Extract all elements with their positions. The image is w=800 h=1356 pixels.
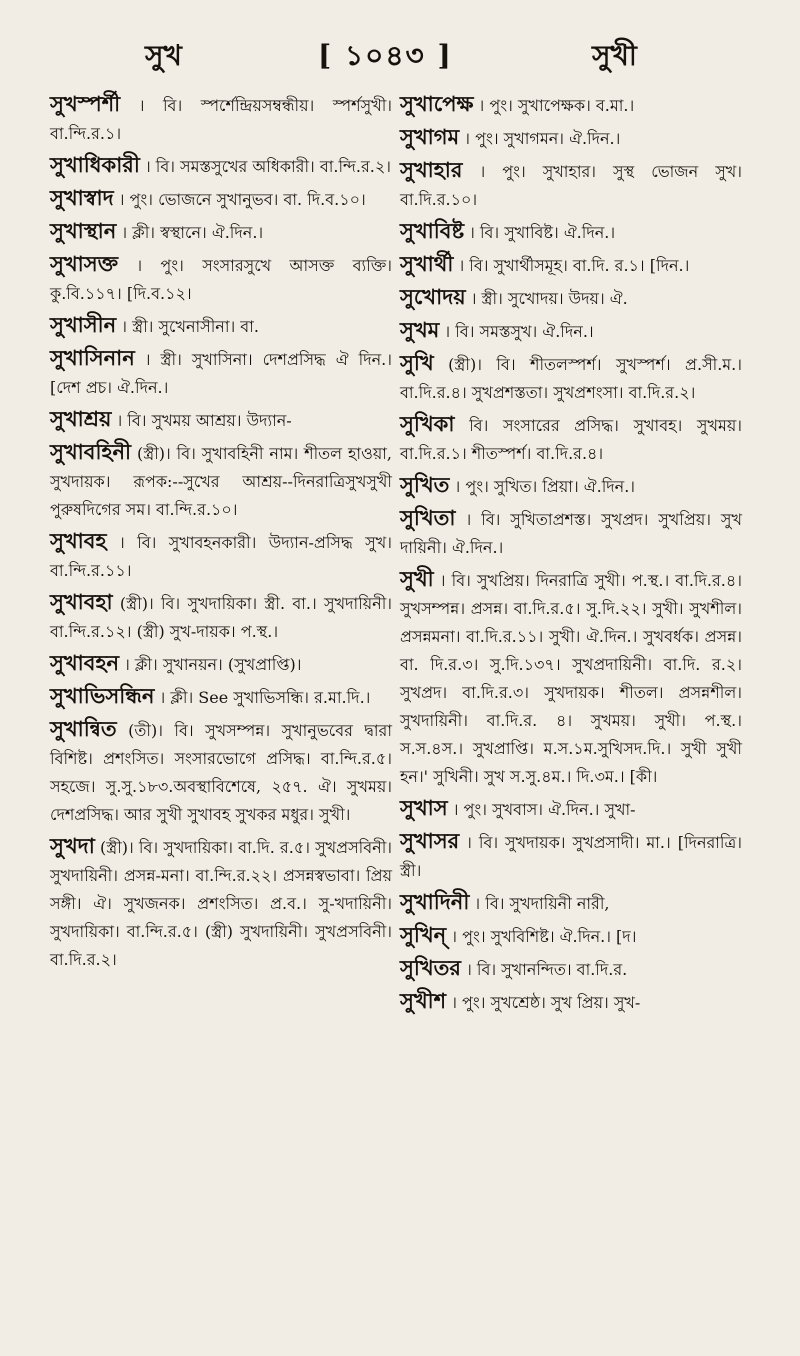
entry-headword: সুখাস্থান xyxy=(50,218,117,243)
entry-definition: । ক্লী। সুখানয়ন। (সুখপ্রাপ্তি)। xyxy=(119,655,302,674)
entry-definition: । বি। সুখপ্রিয়। দিনরাত্রি সুখী। প.স্থ.। বা.দি.র.৪। সুখসম্পন্ন। প্রসন্ন। বা.দি.র.৫। সু.দি.২২। সুখী। সুখশীল। প্রসন্নমনা। বা.দি.র.১১। সুখী। ঐ.দিন.। সুখবর্ধক। প্রসন্ন। বা. দি.র.৩। সু.দি.১৩৭। সুখপ্রদায়িনী। বা.দি. র.২। সুখপ্রদ। বা.দি.র.৩। সুখদায়ক। শীতল। প্রসন্নশীল। সুখদায়িনী। বা.দি.র. ৪। সুখময়। সুখী। প.স্থ.। স.স.৪স.। সুখপ্রাপ্তি। ম.স.১ম.সুখিসদ.দি.। সুখী সুখী হন।' সুখিনী। সুখ স.সু.৪ম.। দি.৩ম.। [কী। xyxy=(400,571,742,786)
entry-definition: । পুং। সুখাগমন। ঐ.দিন.। xyxy=(459,129,621,148)
dictionary-entry xyxy=(50,527,392,585)
entry-definition: । পুং। সুখশ্রেষ্ঠ। সুখ প্রিয়। সুখ- xyxy=(446,993,641,1012)
entry-headword: সুখাসক্ত xyxy=(50,251,119,276)
dictionary-entry xyxy=(50,250,392,308)
dictionary-entry xyxy=(400,217,742,247)
dictionary-entry xyxy=(50,405,392,435)
dictionary-entry xyxy=(400,888,742,918)
entry-definition: বি। সংসারের প্রসিদ্ধ। সুখাবহ। সুখময়। বা.দি.র.১। শীতস্পর্শ। বা.দি.র.৪। xyxy=(400,416,742,463)
dictionary-entry xyxy=(400,827,742,885)
entry-definition: । বি। সুখদায়ক। সুখপ্রসাদী। মা.। [দিনরাত্রি। স্ত্রী। xyxy=(400,833,742,880)
entry-headword: সুখাবহা xyxy=(50,589,113,614)
entry-headword: সুখাসর xyxy=(400,828,460,853)
entry-headword: সুখীশ xyxy=(400,988,447,1013)
entry-headword: সুখাহার xyxy=(400,157,463,182)
entry-headword: সুখী xyxy=(400,566,434,591)
entry-headword: সুখিতা xyxy=(400,505,456,530)
header-left-guideword: সুখ xyxy=(145,39,182,72)
entry-definition: । স্ত্রী। সুখেনাসীনা। বা. xyxy=(116,317,259,336)
entry-definition: । বি। সুখাবিষ্ট। ঐ.দিন.। xyxy=(464,223,616,242)
entry-definition: । বি। সুখানন্দিত। বা.দি.র. xyxy=(460,960,628,979)
entry-headword: সুখাপেক্ষ xyxy=(400,91,474,116)
entry-headword: সুখাভিসন্ধিন xyxy=(50,683,155,708)
entry-definition: । বি। সুখাবহনকারী। উদ্যান-প্রসিদ্ধ সুখ। বা.ন্দি.র.১১। xyxy=(50,533,392,580)
entry-definition: । পুং। সুখবিশিষ্ট। ঐ.দিন.। [দ। xyxy=(446,927,637,946)
entry-definition: । পুং। সুখাহার। সুস্থ ভোজন সুখ। বা.দি.র.১০। xyxy=(400,162,742,209)
dictionary-entry xyxy=(50,151,392,181)
header-right-guideword: সুখী xyxy=(592,39,637,72)
entry-headword: সুখস্পর্শী xyxy=(50,91,121,116)
right-column xyxy=(400,90,742,1020)
entry-headword: সুখাশ্রয় xyxy=(50,406,112,431)
entry-headword: সুখাবিষ্ট xyxy=(400,218,465,243)
entry-headword: সুখিত xyxy=(400,472,450,497)
dictionary-entry xyxy=(400,565,742,791)
entry-definition: । স্ত্রী। সুখোদয়। উদয়। ঐ. xyxy=(465,289,628,308)
page-number: [ ১০৪৩ ] xyxy=(318,39,453,72)
entry-headword: সুখাধিকারী xyxy=(50,152,140,177)
entry-definition: । পুং। সুখবাস। ঐ.দিন.। সুখা- xyxy=(447,800,636,819)
entry-headword: সুখাগম xyxy=(400,124,460,149)
entry-definition: । ক্লী। See সুখাভিসন্ধি। র.মা.দি.। xyxy=(154,688,371,707)
entry-headword: সুখাদিনী xyxy=(400,889,470,914)
entry-definition: । বি। সুখার্থীসমূহ। বা.দি. র.১। [দিন.। xyxy=(453,256,690,275)
entry-headword: সুখাবহন xyxy=(50,650,120,675)
dictionary-entry xyxy=(50,90,392,148)
entry-definition: । বি। সুখদায়িনী নারী, xyxy=(469,894,610,913)
entry-definition: (স্ত্রী)। বি। শীতলস্পর্শ। সুখস্পর্শ। প্র.সী.ম.। বা.দি.র.৪। সুখপ্রশস্ততা। সুখপ্রশংসা। বা.দি.র.২। xyxy=(400,355,742,402)
dictionary-entry xyxy=(400,250,742,280)
entry-definition: । বি। স্পর্শেন্দ্রিয়সম্বন্ধীয়। স্পর্শসুখী। বা.ন্দি.র.১। xyxy=(50,96,392,143)
dictionary-entry xyxy=(50,217,392,247)
entry-headword: সুখম xyxy=(400,317,440,342)
entry-headword: সুখাবহ xyxy=(50,528,107,553)
entry-headword: সুখিকা xyxy=(400,411,455,436)
dictionary-entry xyxy=(50,832,392,974)
entry-headword: সুখদা xyxy=(50,833,95,858)
left-column xyxy=(50,90,392,977)
entry-definition: । বি। সুখিতাপ্রশস্ত। সুখপ্রদ। সুখপ্রিয়। সুখ দায়িনী। ঐ.দিন.। xyxy=(400,510,742,557)
dictionary-entry xyxy=(50,438,392,524)
dictionary-entry xyxy=(400,410,742,468)
entry-headword: সুখাস্বাদ xyxy=(50,185,114,210)
dictionary-entry xyxy=(400,921,742,951)
dictionary-entry xyxy=(50,311,392,341)
dictionary-entry xyxy=(400,349,742,407)
entry-headword: সুখাবহিনী xyxy=(50,439,132,464)
entry-definition: (স্ত্রী)। বি। সুখদায়িকা। বা.দি. র.৫। সুখপ্রসবিনী। সুখদায়িনী। প্রসন্ন-মনা। বা.ন্দি.র.২২। প্রসন্নস্বভাবা। প্রিয় সঙ্গী। ঐ। সুখজনক। প্রশংসিত। প্র.ব.। সু-খদায়িনী। সুখদায়িকা। বা.ন্দি.র.৫। (স্ত্রী) সুখদায়িনী। সুখপ্রসবিনী। বা.দি.র.২। xyxy=(50,838,392,969)
dictionary-entry xyxy=(50,184,392,214)
dictionary-entry xyxy=(400,283,742,313)
entry-headword: সুখান্বিত xyxy=(50,716,117,741)
entry-definition: (তী)। বি। সুখসম্পন্ন। সুখানুভবের দ্বারা বিশিষ্ট। প্রশংসিত। সংসারভোগে প্রসিদ্ধ। বা.ন্দি.র.৫। সহজে। সু.সু.১৮৩.অবস্থাবিশেষে, ২৫৭. ঐ। সুখময়। দেশপ্রসিদ্ধ। আর সুখী সুখাবহ সুখকর মধুর। সুখী। xyxy=(50,721,392,824)
dictionary-entry xyxy=(400,90,742,120)
dictionary-entry xyxy=(50,344,392,402)
dictionary-entry xyxy=(50,715,392,829)
entry-headword: সুখিন্ xyxy=(400,922,447,947)
dictionary-entry xyxy=(400,123,742,153)
dictionary-entry xyxy=(400,954,742,984)
entry-definition: । পুং। ভোজনে সুখানুভব। বা. দি.ব.১০। xyxy=(113,190,366,209)
entry-definition: । পুং। সুখাপেক্ষক। ব.মা.। xyxy=(473,96,635,115)
entry-headword: সুখার্থী xyxy=(400,251,454,276)
entry-headword: সুখাসিনান xyxy=(50,345,135,370)
entry-headword: সুখাস xyxy=(400,795,448,820)
entry-definition: । বি। সমস্তসুখ। ঐ.দিন.। xyxy=(439,322,594,341)
entry-headword: সুখি xyxy=(400,350,434,375)
dictionary-entry xyxy=(400,794,742,824)
entry-definition: । বি। সমস্তসুখের অধিকারী। বা.ন্দি.র.২। xyxy=(139,157,391,176)
page-header xyxy=(0,34,800,82)
entry-headword: সুখাসীন xyxy=(50,312,117,337)
dictionary-entry xyxy=(50,682,392,712)
dictionary-entry xyxy=(400,316,742,346)
entry-definition: (স্ত্রী)। বি। সুখাবহিনী নাম। শীতল হাওয়া, সুখদায়ক। রূপক:--সুখের আশ্রয়--দিনরাত্রিসুখসুখী পুরুষদিগের সম। বা.ন্দি.র.১০। xyxy=(50,444,392,519)
dictionary-entry xyxy=(400,504,742,562)
entry-headword: সুখিতর xyxy=(400,955,461,980)
dictionary-entry xyxy=(400,471,742,501)
entry-headword: সুখোদয় xyxy=(400,284,466,309)
dictionary-entry xyxy=(400,987,742,1017)
entry-definition: । বি। সুখময় আশ্রয়। উদ্যান- xyxy=(111,411,292,430)
dictionary-entry xyxy=(400,156,742,214)
entry-definition: । স্ত্রী। সুখাসিনা। দেশপ্রসিদ্ধ ঐ দিন.। [দেশ প্রচ। ঐ.দিন.। xyxy=(50,350,392,397)
entry-definition: । পুং। সংসারসুখে আসক্ত ব্যক্তি। কু.বি.১১৭। [দি.ব.১২। xyxy=(50,256,392,303)
entry-definition: (স্ত্রী)। বি। সুখদায়িকা। স্ত্রী. বা.। সুখদায়িনী। বা.ন্দি.র.১২। (স্ত্রী) সুখ-দায়ক। প.স্থ.। xyxy=(50,594,392,641)
entry-definition: । ক্লী। স্বস্থানে। ঐ.দিন.। xyxy=(116,223,264,242)
dictionary-entry xyxy=(50,588,392,646)
dictionary-entry xyxy=(50,649,392,679)
entry-definition: । পুং। সুখিত। প্রিয়া। ঐ.দিন.। xyxy=(449,477,636,496)
